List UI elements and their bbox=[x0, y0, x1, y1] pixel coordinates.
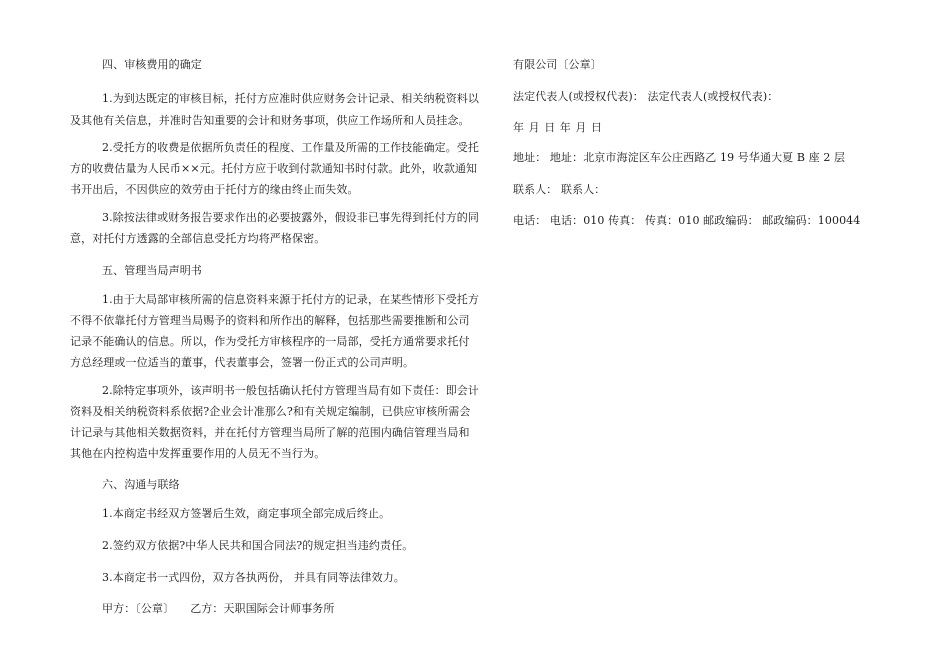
section-6-item-3: 3.本商定书一式四份，双方各执两份， 并具有同等法律效力。 bbox=[102, 571, 405, 584]
section-5-para-1-line-4: 方总经理或一位适当的董事，代表董事会，签署一份正式的公司声明。 bbox=[70, 356, 415, 369]
section-4-para-1-line-1: 1.为到达既定的审核目标，托付方应准时供应财务会计记录、相关纳税资料以 bbox=[102, 92, 479, 105]
section-5-para-1-line-3: 记录不能确认的信息。所以，作为受托方审核程序的一局部，受托方通常要求托付 bbox=[70, 335, 470, 348]
sign-date: 年 月 日 年 月 日 bbox=[513, 121, 603, 134]
section-6-item-2: 2.签约双方依据?中华人民共和国合同法?的规定担当违约责任。 bbox=[102, 539, 414, 552]
section-4-para-2-line-2: 方的收费估量为人民币××元。托付方应于收到付款通知书时付款。此外，收款通知 bbox=[70, 162, 478, 175]
section-4-heading: 四、审核费用的确定 bbox=[102, 58, 202, 71]
section-4-para-2-line-1: 2.受托方的收费是依据所负责任的程度、工作量及所需的工作技能确定。受托 bbox=[102, 141, 479, 154]
section-4-para-3-line-2: 意，对托付方透露的全部信息受托方均将严格保密。 bbox=[70, 232, 326, 245]
section-4-para-2-line-3: 书开出后，不因供应的效劳由于托付方的缘由终止而失效。 bbox=[70, 183, 359, 196]
section-5-para-1-line-1: 1.由于大局部审核所需的信息资料来源于托付方的记录，在某些情形下受托方 bbox=[102, 293, 479, 306]
phone-fax-postcode: 电话： 电话：010 传真： 传真：010 邮政编码： 邮政编码：100044 bbox=[513, 214, 861, 227]
section-6-heading: 六、沟通与联络 bbox=[102, 478, 180, 491]
party-b: 乙方：天职国际会计师事务所 bbox=[190, 602, 335, 615]
address: 地址： 地址：北京市海淀区车公庄西路乙 19 号华通大夏 B 座 2 层 bbox=[513, 151, 846, 164]
section-4-para-3-line-1: 3.除按法律或财务报告要求作出的必要披露外，假设非已事先得到托付方的同 bbox=[102, 211, 479, 224]
signature-parties bbox=[102, 602, 335, 616]
section-5-para-1-line-2: 不得不依靠托付方管理当局赐予的资料和所作出的解释，包括那些需要推断和公司 bbox=[70, 314, 470, 327]
legal-representatives: 法定代表人(或授权代表)： 法定代表人(或授权代表)： bbox=[513, 90, 779, 103]
section-5-para-2-line-3: 计记录与其他相关数据资料，并在托付方管理当局所了解的范围内确信管理当局和 bbox=[70, 426, 470, 439]
section-6-item-1: 1.本商定书经双方签署后生效，商定事项全部完成后终止。 bbox=[102, 507, 391, 520]
section-5-heading: 五、管理当局声明书 bbox=[102, 264, 202, 277]
section-4-para-1-line-2: 及其他有关信息，并准时告知重要的会计和财务事项，供应工作场所和人员挂念。 bbox=[70, 114, 470, 127]
party-a: 甲方：〔公章〕 bbox=[102, 602, 175, 615]
section-5-para-2-line-1: 2.除特定事项外，该声明书一般包括确认托付方管理当局有如下责任：即会计 bbox=[102, 384, 479, 397]
company-seal: 有限公司〔公章〕 bbox=[513, 58, 602, 71]
contact-persons: 联系人： 联系人： bbox=[513, 183, 606, 196]
section-5-para-2-line-2: 资料及相关纳税资料系依据?企业会计准那么?和有关规定编制，已供应审核所需会 bbox=[70, 405, 471, 418]
section-5-para-2-line-4: 其他在内控构造中发挥重要作用的人员无不当行为。 bbox=[70, 447, 326, 460]
